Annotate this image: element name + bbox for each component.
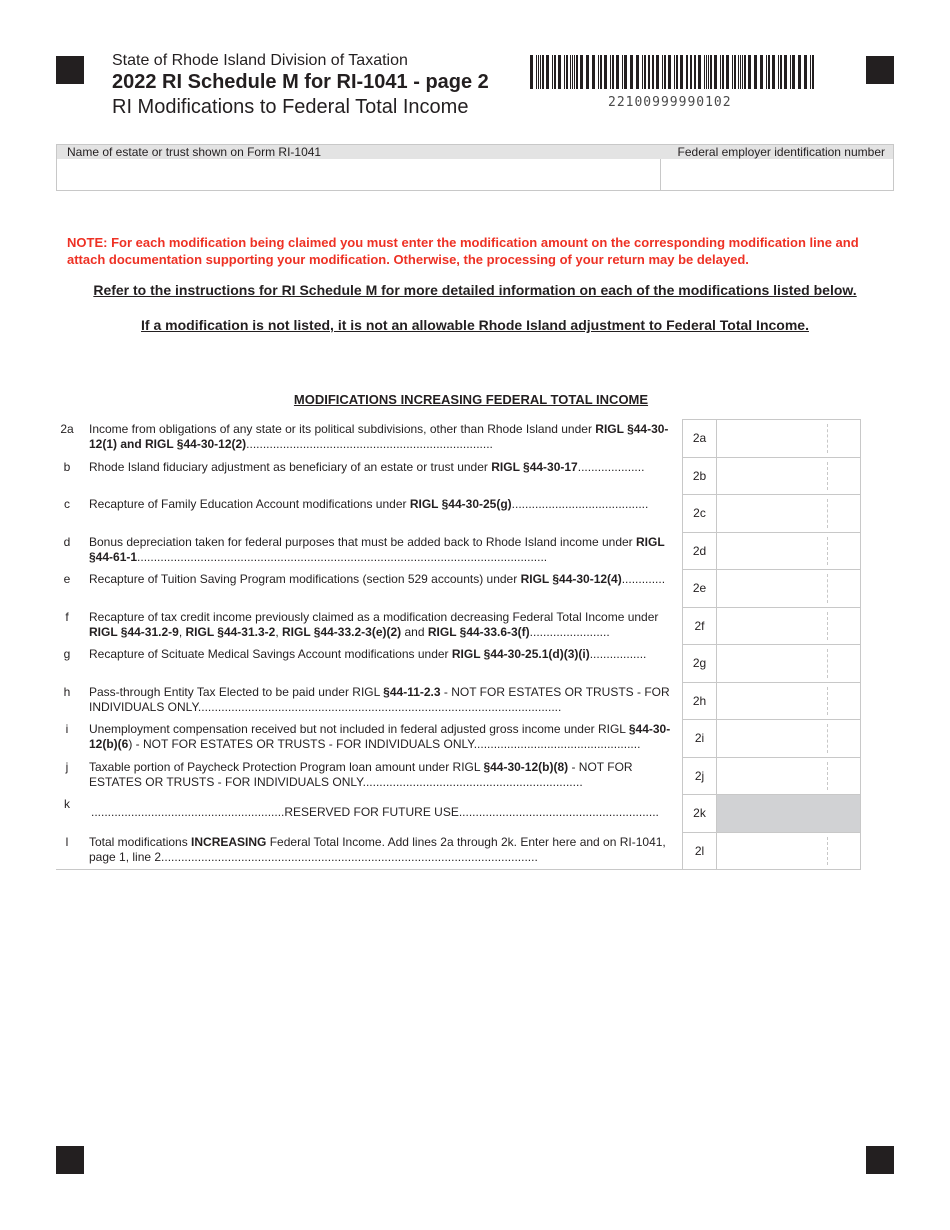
description-text: .......................................................................... [246,437,493,451]
line-letter: h [63,684,71,699]
barcode-bar [570,55,571,89]
barcode-bar [704,55,705,89]
line-letter: k [64,797,70,811]
modification-line-2k [56,794,861,832]
barcode-bar [766,55,767,89]
barcode-bar [656,55,659,89]
cents-divider [827,762,828,791]
description-text: ......................................... [511,497,649,511]
line-letter: f [65,609,69,624]
amount-field-2d[interactable] [716,532,861,570]
statute-reference: RIGL §44-33.2-3(e)(2) [282,624,402,639]
barcode-bar [760,55,763,89]
statute-reference: RIGL §44-30-25.1(d)(3)(i) [451,647,590,661]
estate-name-field[interactable] [57,159,661,190]
amount-field-2f[interactable] [716,607,861,645]
line-number-box: 2j [682,757,716,795]
line-description [89,422,681,452]
line-description [89,835,681,865]
taxpayer-identification-box [56,144,894,191]
line-description [89,647,681,662]
barcode-bar [644,55,646,89]
form-subtitle: RI Modifications to Federal Total Income [112,96,469,118]
barcode-bar [540,55,541,89]
line-description [89,610,681,640]
barcode-bar [554,55,556,89]
line-number-box: 2f [682,607,716,645]
description-text: Recapture of Scituate Medical Savings Account modifications under [89,647,452,661]
modification-line-2l [56,832,861,871]
modification-line-2d [56,532,861,570]
cents-divider [827,724,828,753]
modification-line-2g [56,644,861,682]
cents-divider [827,424,828,453]
description-text: ........................ [529,624,610,639]
barcode-bar [690,55,692,89]
line-description [89,760,681,790]
statute-reference: RIGL §44-31.3-2 [185,624,276,639]
line-number-box: 2d [682,532,716,570]
barcode-bar [772,55,775,89]
description-text: , [178,624,186,639]
fein-label: Federal employer identification number [677,145,885,159]
description-text: Taxable portion of Paycheck Protection Program loan amount under RIGL [89,759,484,774]
cents-divider [827,462,828,491]
barcode-bar [552,55,553,89]
amount-field-2l[interactable] [716,832,861,870]
barcode-bar [708,55,709,89]
modification-line-2a [56,419,861,457]
cents-divider [827,612,828,641]
description-text: Recapture of tax credit income previously claimed as a modification decreasing Federal Total Income under [89,609,659,624]
barcode-bar [686,55,688,89]
barcode-number: 22100999990102 [608,95,732,110]
line-number-box: 2h [682,682,716,720]
barcode-bar [722,55,724,89]
amount-field-2g[interactable] [716,644,861,682]
line-number-box: 2e [682,569,716,607]
barcode-bar [574,55,575,89]
description-text: Federal Total Income. Add lines 2a through 2k. Enter here and on RI-1041, page 1, line 2................................................................................................................. [89,834,666,864]
description-text: Rhode Island fiduciary adjustment as beneficiary of an estate or trust under [89,459,492,474]
cents-divider [827,649,828,678]
line-letter: b [63,459,71,474]
modification-line-2i [56,719,861,757]
modification-line-2f [56,607,861,645]
barcode-bar [744,55,746,89]
reserved-amount-field [716,794,861,832]
description-text: , [275,624,282,639]
statute-reference: §44-11-2.3 [383,684,441,699]
amount-field-2j[interactable] [716,757,861,795]
barcode-bar [748,55,751,89]
barcode-bar [732,55,733,89]
modification-line-2j [56,757,861,795]
barcode-bar [598,55,599,89]
agency-name: State of Rhode Island Division of Taxation [112,52,408,69]
line-letter: i [65,722,69,736]
statute-reference: RIGL §44-30-12(4) [520,572,622,586]
line-number-box: 2k [682,794,716,832]
barcode-bar [792,55,795,89]
barcode-bar [600,55,602,89]
reserved-description: ..........................................................RESERVED FOR FUTURE USE............................................................ [91,805,659,819]
barcode-bar [694,55,696,89]
description-text: ........................................................................................................................... [137,549,548,564]
processing-note [67,234,887,268]
barcode-bar [636,55,639,89]
modification-line-2e [56,569,861,607]
description-text: Recapture of Tuition Saving Program modifications (section 529 accounts) under [89,572,521,586]
barcode-bar [706,55,707,89]
line-description [89,572,681,587]
line-number-box: 2i [682,719,716,757]
registration-mark-bottom-left [56,1146,84,1174]
line-letter: c [64,497,70,511]
line-number-box: 2g [682,644,716,682]
cents-divider [827,499,828,528]
barcode-bar [778,55,779,89]
line-description [89,685,681,715]
barcode-bar [798,55,801,89]
modification-line-2h [56,682,861,720]
barcode-bar [740,55,741,89]
barcode-bar [676,55,678,89]
description-text: - NOT FOR ESTATES OR TRUSTS - FOR INDIVIDUALS ONLY............................................................................................................. [89,684,670,714]
line-letter: g [63,647,71,661]
line-letter: e [63,572,71,586]
barcode-bar [662,55,663,89]
identification-label-row [57,145,893,159]
statute-reference: RIGL §44-30-12(1) and RIGL §44-30-12(2) [89,422,669,451]
barcode-bar [566,55,568,89]
barcode-bar [530,55,533,89]
barcode-bar [572,55,573,89]
statute-reference: §44-30-12(b)(8) [483,759,569,774]
description-text: - NOT FOR ESTATES OR TRUSTS - FOR INDIVIDUALS ONLY.................................................................. [89,759,633,789]
barcode-bar [592,55,595,89]
barcode-bar [742,55,743,89]
cents-divider [827,837,828,866]
barcode-bar [714,55,717,89]
registration-mark-top-right [866,56,894,84]
barcode-bar [622,55,623,89]
barcode-bar [652,55,654,89]
cents-divider [827,687,828,716]
description-text: ................. [589,647,647,661]
barcode-bar [738,55,739,89]
statute-reference: RIGL §44-33.6-3(f) [427,624,530,639]
modifications-table [56,419,861,870]
barcode-bar [804,55,807,89]
fein-field[interactable] [661,159,893,190]
section-title: MODIFICATIONS INCREASING FEDERAL TOTAL INCOME [293,392,649,407]
barcode-bar [558,55,561,89]
barcode-bar [768,55,770,89]
barcode-bar [726,55,729,89]
barcode-bar [674,55,675,89]
note-text: For each modification being claimed you must enter the modification amount on the corresponding modification line and attach documentation supporting your modification. Otherwise, the processing of your return may be delayed. [67,235,859,267]
line-description [89,722,681,752]
cents-divider [827,574,828,603]
barcode-bar [734,55,736,89]
statute-reference: RIGL §44-61-1 [89,534,665,564]
line-number-box: 2l [682,832,716,870]
barcode-bar [624,55,627,89]
barcode-bar [612,55,614,89]
form-header [112,52,489,120]
barcode-bar [586,55,589,89]
registration-mark-top-left [56,56,84,84]
barcode-bar [546,55,549,89]
line-letter: j [65,759,69,774]
registration-mark-bottom-right [866,1146,894,1174]
statute-reference: RIGL §44-30-17 [491,459,578,474]
barcode-bar [812,55,814,89]
barcode-bar [580,55,583,89]
barcode-bar [642,55,643,89]
barcode [530,55,816,89]
line-description [89,535,681,565]
barcode-bar [630,55,633,89]
amount-field-2b[interactable] [716,457,861,495]
amount-field-2i[interactable] [716,719,861,757]
description-text: Total modifications [89,834,192,849]
barcode-bar [604,55,607,89]
barcode-bar [710,55,712,89]
amount-field-2e[interactable] [716,569,861,607]
note-label: NOTE: [67,235,108,250]
description-text: Income from obligations of any state or its political subdivisions, other than Rhode Island under [89,422,596,436]
line-description [89,497,681,512]
barcode-bar [564,55,565,89]
barcode-bar [790,55,791,89]
statute-reference: §44-30-12(b)(6 [89,722,671,751]
barcode-bar [698,55,701,89]
modification-line-2c [56,494,861,532]
barcode-bar [616,55,619,89]
barcode-bar [648,55,650,89]
modification-line-2b [56,457,861,495]
not-listed-warning: If a modification is not listed, it is not an allowable Rhode Island adjustment to Federal Total Income. [141,317,809,333]
barcode-bar [668,55,671,89]
description-text: Recapture of Family Education Account modifications under [89,497,410,511]
statute-reference: RIGL §44-30-25(g) [409,497,512,511]
barcode-bar [536,55,537,89]
instructions-reference: Refer to the instructions for RI Schedule M for more detailed information on each of the modifications listed below. [93,282,857,298]
barcode-bar [784,55,787,89]
barcode-bar [542,55,544,89]
barcode-bar [664,55,666,89]
form-title: 2022 RI Schedule M for RI-1041 - page 2 [112,71,489,93]
line-letter: 2a [60,422,74,436]
statute-reference: INCREASING [191,834,267,849]
amount-field-2h[interactable] [716,682,861,720]
cents-divider [827,537,828,566]
line-number-box: 2a [682,419,716,457]
barcode-bar [610,55,611,89]
line-letter: d [63,534,71,549]
line-number-box: 2c [682,494,716,532]
barcode-bar [754,55,757,89]
barcode-bar [538,55,539,89]
estate-name-label: Name of estate or trust shown on Form RI-1041 [67,145,322,159]
line-number-box: 2b [682,457,716,495]
barcode-bar [810,55,811,89]
barcode-bar [780,55,782,89]
line-description [89,460,681,475]
barcode-bar [576,55,578,89]
description-text: ) - NOT FOR ESTATES OR TRUSTS - FOR INDIVIDUALS ONLY.................................................. [128,737,641,751]
description-text: and [401,624,428,639]
description-text: Pass-through Entity Tax Elected to be paid under RIGL [89,684,384,699]
barcode-bar [680,55,683,89]
amount-field-2c[interactable] [716,494,861,532]
description-text: .................... [577,459,645,474]
barcode-bar [720,55,721,89]
description-text: Bonus depreciation taken for federal purposes that must be added back to Rhode Island income under [89,534,637,549]
description-text: ............. [621,572,666,586]
amount-field-2a[interactable] [716,419,861,457]
line-letter: l [65,834,69,849]
statute-reference: RIGL §44-31.2-9 [89,624,179,639]
description-text: Unemployment compensation received but not included in federal adjusted gross income under RIGL [89,722,629,736]
